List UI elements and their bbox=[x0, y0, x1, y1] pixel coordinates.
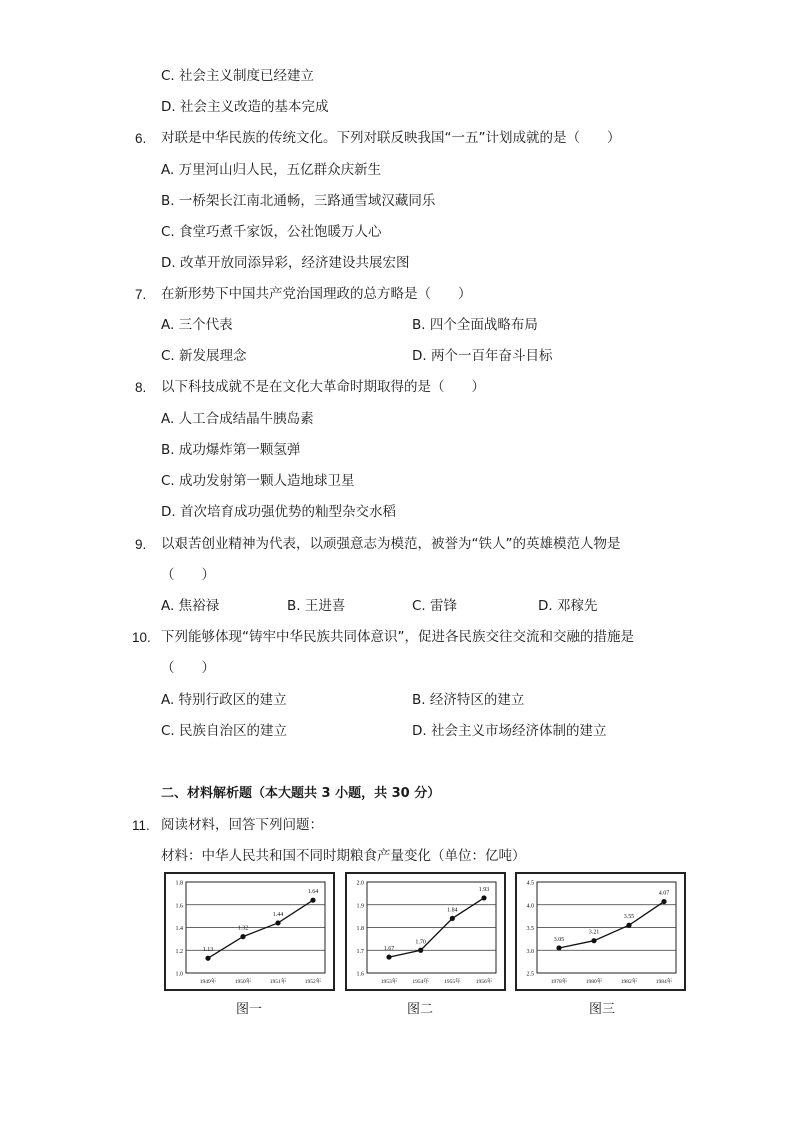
y-tick-label: 3.5 bbox=[526, 926, 534, 932]
q8-stem: 以下科技成就不是在文化大革命时期取得的是（ ） bbox=[161, 379, 485, 395]
y-tick-label: 4.0 bbox=[526, 903, 534, 910]
data-point bbox=[205, 956, 210, 961]
y-tick-label: 1.0 bbox=[175, 971, 183, 978]
q7-stem: 在新形势下中国共产党治国理政的总方略是（ ） bbox=[161, 286, 472, 302]
chart-3 bbox=[515, 872, 686, 991]
q9-option-a: A. 焦裕禄 bbox=[161, 598, 220, 614]
q6-option-a: A. 万里河山归人民，五亿群众庆新生 bbox=[161, 162, 382, 178]
q10-number: 10. bbox=[132, 630, 151, 645]
q8-option-a: A. 人工合成结晶牛胰岛素 bbox=[161, 411, 314, 427]
q10-option-c: C. 民族自治区的建立 bbox=[161, 723, 288, 739]
q6-stem: 对联是中华民族的传统文化。下列对联反映我国“一五”计划成就的是（ ） bbox=[161, 130, 621, 146]
y-tick-label: 1.8 bbox=[356, 926, 364, 932]
y-tick-label: 1.6 bbox=[175, 903, 183, 910]
data-point bbox=[626, 923, 631, 928]
x-tick-label: 1955年 bbox=[444, 979, 461, 985]
q9-option-b: B. 王进喜 bbox=[287, 598, 346, 614]
q9-option-c: C. 雷锋 bbox=[412, 598, 458, 614]
data-point bbox=[450, 916, 455, 921]
data-point bbox=[481, 895, 486, 900]
q11-stem: 阅读材料，回答下列问题： bbox=[161, 817, 323, 833]
q9-stem: 以艰苦创业精神为代表，以顽强意志为模范，被誉为“铁人”的英雄模范人物是 bbox=[161, 536, 621, 552]
y-tick-label: 4.5 bbox=[526, 880, 534, 887]
y-tick-label: 1.8 bbox=[175, 880, 183, 887]
x-tick-label: 1949年 bbox=[199, 979, 217, 985]
x-tick-label: 1951年 bbox=[269, 979, 287, 985]
x-tick-label: 1950年 bbox=[234, 979, 252, 985]
chart-2 bbox=[345, 872, 506, 991]
data-point bbox=[418, 948, 423, 953]
data-point bbox=[661, 899, 666, 904]
data-point bbox=[591, 938, 596, 943]
chart-1-caption: 图一 bbox=[236, 1002, 263, 1017]
q7-number: 7. bbox=[135, 287, 147, 302]
data-point bbox=[275, 920, 280, 925]
chart-2-plot bbox=[347, 874, 504, 989]
material-caption: 材料：中华人民共和国不同时期粮食产量变化（单位：亿吨） bbox=[161, 848, 526, 864]
q6-number: 6. bbox=[135, 131, 147, 146]
data-label: 3.05 bbox=[553, 936, 565, 943]
data-label: 1.32 bbox=[237, 925, 249, 932]
x-tick-label: 1982年 bbox=[620, 979, 638, 985]
chart-3-plot bbox=[517, 874, 684, 989]
q10-answer-paren: （ ） bbox=[161, 660, 215, 676]
q8-option-b: B. 成功爆炸第一颗氢弹 bbox=[161, 442, 301, 458]
q10-option-b: B. 经济特区的建立 bbox=[412, 692, 525, 708]
q8-option-c: C. 成功发射第一颗人造地球卫星 bbox=[161, 473, 355, 489]
chart-3-caption: 图三 bbox=[589, 1002, 616, 1017]
q10-option-d: D. 社会主义市场经济体制的建立 bbox=[412, 723, 607, 739]
data-label: 1.64 bbox=[307, 889, 319, 896]
data-point bbox=[310, 898, 315, 903]
series-line bbox=[559, 902, 664, 948]
series-line bbox=[208, 900, 313, 958]
data-point bbox=[386, 954, 391, 959]
q9-answer-paren: （ ） bbox=[161, 567, 215, 583]
y-tick-label: 1.4 bbox=[175, 926, 183, 932]
q10-option-a: A. 特别行政区的建立 bbox=[161, 692, 287, 708]
data-point bbox=[240, 934, 245, 939]
data-label: 4.07 bbox=[658, 890, 670, 897]
y-tick-label: 2.5 bbox=[526, 971, 534, 978]
chart-1-plot bbox=[166, 874, 333, 989]
y-tick-label: 1.6 bbox=[356, 971, 364, 978]
q5-option-d: D. 社会主义改造的基本完成 bbox=[161, 99, 329, 115]
x-tick-label: 1984年 bbox=[655, 979, 673, 985]
x-tick-label: 1952年 bbox=[304, 979, 322, 985]
data-point bbox=[556, 945, 561, 950]
section-heading: 二、材料解析题（本大题共 3 小题，共 30 分） bbox=[161, 786, 441, 801]
y-tick-label: 1.9 bbox=[356, 903, 364, 910]
y-tick-label: 1.2 bbox=[175, 948, 183, 955]
q6-option-c: C. 食堂巧煮千家饭，公社饱暖万人心 bbox=[161, 224, 382, 240]
q8-option-d: D. 首次培育成功强优势的籼型杂交水稻 bbox=[161, 504, 396, 520]
q9-number: 9. bbox=[135, 537, 147, 552]
q9-option-d: D. 邓稼先 bbox=[538, 598, 598, 614]
data-label: 3.21 bbox=[588, 929, 600, 936]
chart-2-caption: 图二 bbox=[407, 1002, 434, 1017]
q10-stem: 下列能够体现“铸牢中华民族共同体意识”，促进各民族交往交流和交融的措施是 bbox=[161, 629, 634, 645]
data-label: 1.13 bbox=[202, 947, 214, 954]
x-tick-label: 1954年 bbox=[412, 979, 429, 985]
y-tick-label: 1.7 bbox=[356, 948, 364, 955]
q6-option-b: B. 一桥架长江南北通畅，三路通雪域汉藏同乐 bbox=[161, 193, 436, 209]
chart-1 bbox=[164, 872, 335, 991]
data-label: 1.67 bbox=[383, 946, 395, 953]
x-tick-label: 1978年 bbox=[550, 979, 568, 985]
y-tick-label: 2.0 bbox=[356, 880, 364, 887]
data-label: 3.55 bbox=[623, 914, 635, 921]
data-label: 1.84 bbox=[447, 907, 458, 914]
q11-number: 11. bbox=[132, 818, 150, 833]
q8-number: 8. bbox=[135, 380, 147, 395]
x-tick-label: 1953年 bbox=[380, 979, 398, 985]
q7-option-c: C. 新发展理念 bbox=[161, 348, 247, 364]
q7-option-b: B. 四个全面战略布局 bbox=[412, 317, 538, 333]
q7-option-a: A. 三个代表 bbox=[161, 317, 233, 333]
x-tick-label: 1980年 bbox=[585, 979, 603, 985]
q5-option-c: C. 社会主义制度已经建立 bbox=[161, 68, 315, 84]
y-tick-label: 3.0 bbox=[526, 948, 534, 955]
q6-option-d: D. 改革开放同添异彩，经济建设共展宏图 bbox=[161, 255, 410, 271]
data-label: 1.93 bbox=[478, 886, 490, 893]
x-tick-label: 1956年 bbox=[475, 979, 493, 985]
data-label: 1.70 bbox=[415, 939, 426, 946]
data-label: 1.44 bbox=[272, 911, 284, 918]
q7-option-d: D. 两个一百年奋斗目标 bbox=[412, 348, 553, 364]
